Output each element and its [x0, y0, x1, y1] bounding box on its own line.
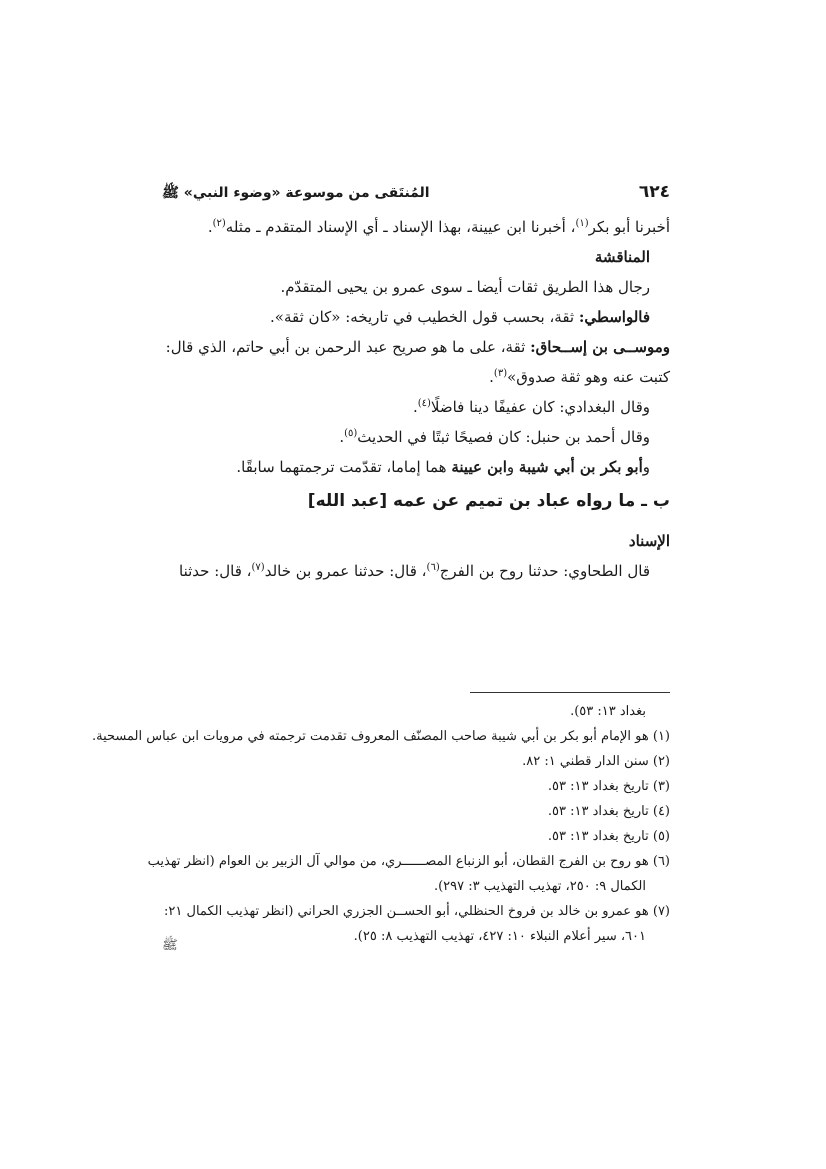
footnote-ref[interactable]: (٥)	[344, 428, 358, 439]
footnote-ref[interactable]: (٢)	[212, 218, 226, 229]
footnote-item: (٧) هو عمرو بن خالد بن فروخ الحنظلي، أبو الحســن الجزري الحراني (انظر تهذيب الكمال ٢١:	[164, 904, 670, 919]
footnote-ref[interactable]: (١)	[575, 218, 589, 229]
section-heading: ب ـ ما رواه عباد بن تميم عن عمه [عبد الله]	[307, 491, 670, 511]
footnote-item-continuation: الكمال ٩: ٢٥٠، تهذيب التهذيب ٣: ٢٩٧).	[433, 879, 646, 894]
footnote-ref[interactable]: (٧)	[251, 562, 265, 573]
isnad-heading: الإسناد	[628, 532, 670, 550]
footnote-ref[interactable]: (٦)	[426, 562, 440, 573]
text-line: فالواسطي: ثقة، بحسب قول الخطيب في تاريخه: «كان ثقة».	[270, 308, 650, 326]
footnote-continuation: بغداد ١٣: ٥٣).	[570, 704, 646, 719]
text-line: كتبت عنه وهو ثقة صدوق»$^{(٣)}$.	[489, 368, 670, 386]
footnote-ref[interactable]: (٤)	[417, 398, 431, 409]
page-number: ٦٢٤	[638, 182, 670, 202]
publisher-mark: ﷺ	[162, 938, 178, 953]
text-line: وموســى بن إســحاق: ثقة، على ما هو صريح عبد الرحمن بن أبي حاتم، الذي قال:	[165, 338, 670, 356]
footnote-item-continuation: ٦٠١، سير أعلام النبلاء ١٠: ٤٢٧، تهذيب التهذيب ٨: ٢٥).	[353, 929, 646, 944]
running-title: المُنتَقى من موسوعة «وضوء النبي» ﷺ	[162, 185, 430, 201]
text-line: وقال أحمد بن حنبل: كان فصيحًا ثبتًا في الحديث$^{(٥)}$.	[339, 428, 650, 446]
footnote-item: (٢) سنن الدار قطني ١: ٨٢.	[522, 754, 670, 769]
footnote-divider	[470, 692, 670, 693]
text-line: وأبو بكر بن أبي شيبة وابن عيينة هما إماما، تقدّمت ترجمتهما سابقًا.	[236, 458, 650, 476]
text-line: رجال هذا الطريق ثقات أيضا ـ سوى عمرو بن يحيى المتقدّم.	[280, 278, 650, 296]
discussion-heading: المناقشة	[594, 248, 650, 266]
text-line: أخبرنا أبو بكر$^{(١)}$، أخبرنا ابن عيينة، بهذا الإسناد ـ أي الإسناد المتقدم ـ مثله$^{(٢)}$.	[207, 218, 670, 236]
footnote-item: (٦) هو روح بن الفرج القطان، أبو الزنباع المصــــــري، من موالي آل الزبير بن العوام (انظر تهذيب	[147, 854, 670, 869]
footnote-item: (٤) تاريخ بغداد ١٣: ٥٣.	[547, 804, 670, 819]
page-header	[162, 182, 670, 206]
text-line: قال الطحاوي: حدثنا روح بن الفرج$^{(٦)}$، قال: حدثنا عمرو بن خالد$^{(٧)}$، قال: حدثنا	[179, 562, 650, 580]
footnotes	[92, 699, 670, 949]
footnote-ref[interactable]: (٣)	[493, 368, 508, 379]
text-line: وقال البغدادي: كان عفيفًا دينا فاضلًا$^{(٤)}$.	[412, 398, 650, 416]
footnote-item: (١) هو الإمام أبو بكر بن أبي شيبة صاحب المصنّف المعروف تقدمت ترجمته في مرويات ابن عباس المسحية.	[92, 729, 670, 744]
main-text	[162, 212, 670, 586]
footnote-item: (٣) تاريخ بغداد ١٣: ٥٣.	[547, 779, 670, 794]
footnote-item: (٥) تاريخ بغداد ١٣: ٥٣.	[547, 829, 670, 844]
